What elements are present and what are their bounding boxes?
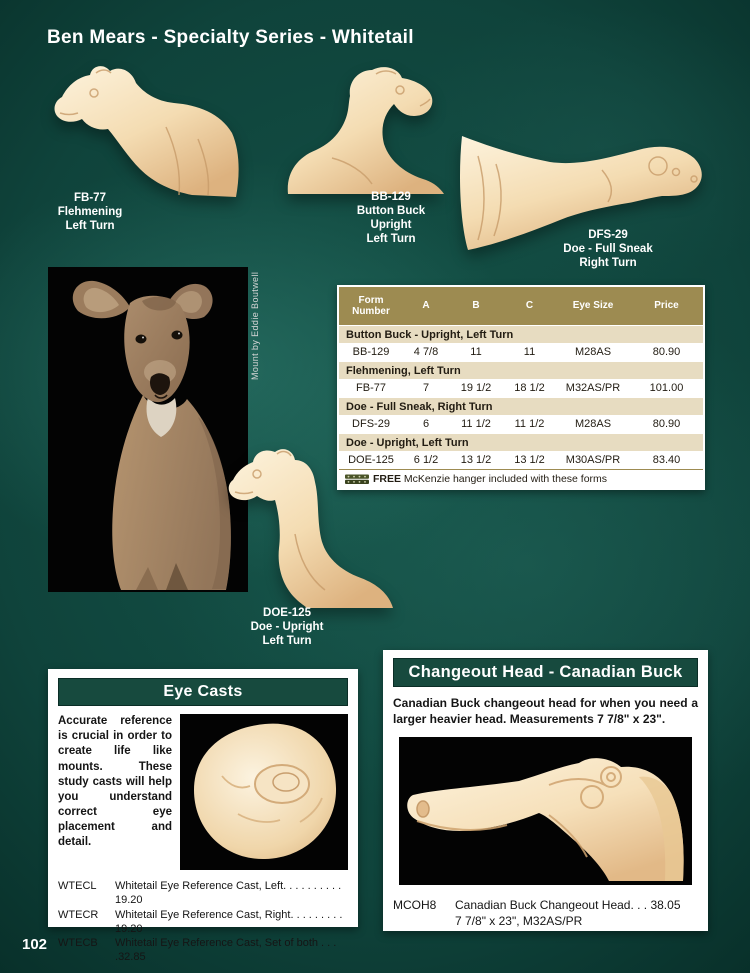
page-number: 102 <box>22 936 48 953</box>
eye-cast-illustration <box>180 714 348 870</box>
column-header: C <box>525 300 534 312</box>
changeout-description: Canadian Buck changeout head for when you need a larger heavier head. Measurements 7 7/8" x 23". <box>393 696 698 726</box>
form-illustration-bb129 <box>272 62 462 194</box>
column-header: Price <box>654 300 679 312</box>
column-header: Form Number <box>352 294 390 317</box>
doe-mount-illustration <box>48 267 248 592</box>
doe-mount-photo <box>48 267 248 592</box>
form-illustration-doe125 <box>225 438 393 608</box>
list-item: MCOH8 Canadian Buck Changeout Head. . . 38.05 7 7/8" x 23", M32AS/PR <box>393 898 681 929</box>
form-label-fb77: FB-77 Flehmening Left Turn <box>57 192 123 233</box>
table-row: BB-129 4 7/8 11 11 M28AS 80.90 <box>339 343 703 361</box>
table-section-title: Button Buck - Upright, Left Turn <box>339 325 703 343</box>
table-footnote: FREE McKenzie hanger included with these forms <box>339 469 703 488</box>
eye-casts-panel <box>48 669 358 964</box>
form-label-bb129: BB-129 Button Buck Upright Left Turn <box>356 191 426 246</box>
changeout-head-photo <box>399 737 692 885</box>
table-section-title: Doe - Full Sneak, Right Turn <box>339 397 703 415</box>
changeout-head-illustration <box>399 737 692 885</box>
list-item: WTECR Whitetail Eye Reference Cast, Right. . . . . . . . . 19.20 <box>58 908 343 935</box>
eye-cast-photo <box>180 714 348 870</box>
table-row: DFS-29 6 11 1/2 11 1/2 M28AS 80.90 <box>339 415 703 433</box>
form-label-dfs29: DFS-29 Doe - Full Sneak Right Turn <box>563 229 653 270</box>
list-item: WTECB Whitetail Eye Reference Cast, Set of both . . . .32.85 <box>58 937 337 964</box>
column-header: A <box>422 300 430 312</box>
table-section-title: Flehmening, Left Turn <box>339 361 703 379</box>
eye-casts-items <box>58 879 348 965</box>
price-table-header <box>339 287 703 325</box>
page-title: Ben Mears - Specialty Series - Whitetail <box>47 27 414 48</box>
eye-casts-body <box>58 714 348 870</box>
eye-casts-title: Eye Casts <box>58 678 348 706</box>
eye-casts-description: Accurate reference is crucial in order to create life like mounts. These study casts will help you understand correct eye placement and detail. <box>58 715 172 849</box>
table-section-title: Doe - Upright, Left Turn <box>339 433 703 451</box>
column-header: B <box>472 300 480 312</box>
form-label-doe125: DOE-125 Doe - Upright Left Turn <box>250 607 324 648</box>
column-header: Eye Size <box>572 300 614 312</box>
table-row: FB-77 7 19 1/2 18 1/2 M32AS/PR 101.00 <box>339 379 703 397</box>
table-row: DOE-125 6 1/2 13 1/2 13 1/2 M30AS/PR 83.40 <box>339 451 703 469</box>
mount-credit: Mount by Eddie Boutwell <box>250 271 260 380</box>
changeout-head-title: Changeout Head - Canadian Buck <box>393 658 698 687</box>
changeout-head-panel <box>383 650 708 931</box>
form-illustration-fb77 <box>48 57 243 202</box>
list-item: WTECL Whitetail Eye Reference Cast, Left. . . . . . . . . . 19.20 <box>58 880 342 907</box>
